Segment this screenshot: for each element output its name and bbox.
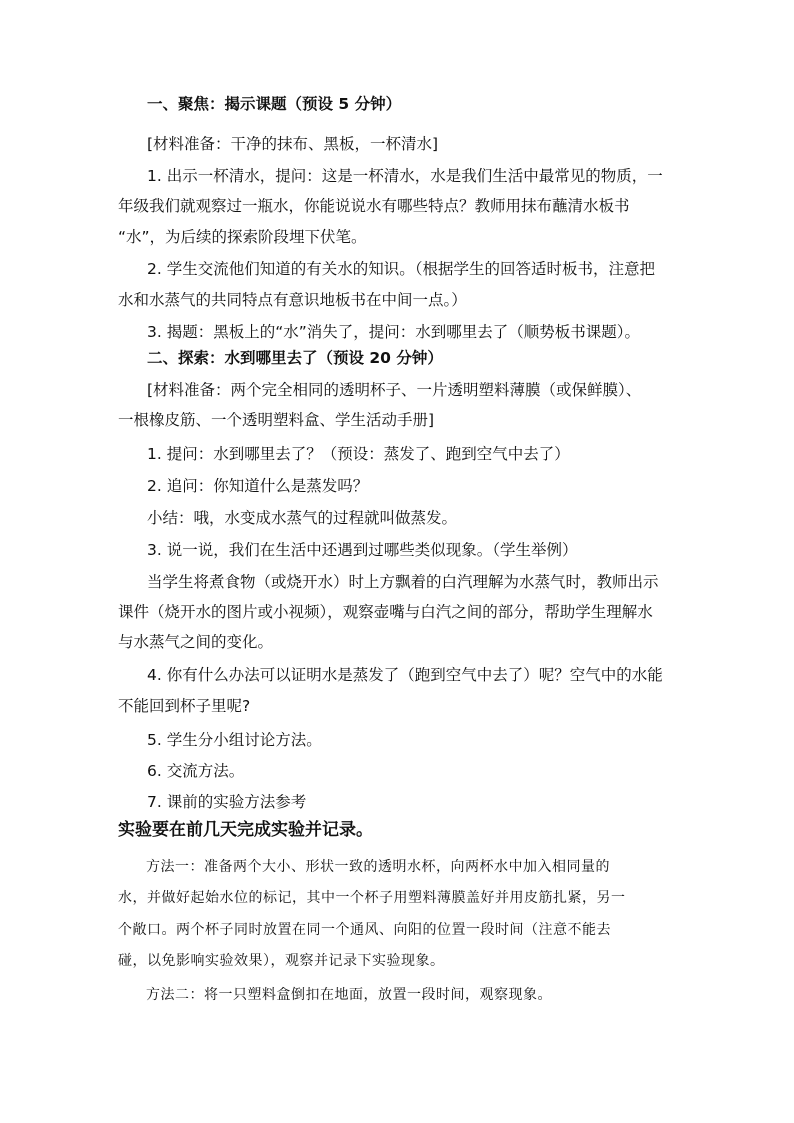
section1-heading: 一、聚焦：揭示课题（预设 5 分钟） <box>147 95 402 113</box>
section1-materials: [材料准备：干净的抹布、黑板，一杯清水] <box>147 135 439 153</box>
method1-line3: 个敞口。两个杯子同时放置在同一个通风、向阳的位置一段时间（注意不能去 <box>118 922 611 938</box>
section2-para-line1: 当学生将煮食物（或烧开水）时上方飘着的白汽理解为水蒸气时，教师出示 <box>147 573 659 591</box>
section2-materials-line1: [材料准备：两个完全相同的透明杯子、一片透明塑料薄膜（或保鲜膜）、 <box>147 381 642 399</box>
section2-materials-line2: 一根橡皮筋、一个透明塑料盒、学生活动手册] <box>118 411 435 429</box>
section2-q6: 6. 交流方法。 <box>147 762 245 780</box>
section1-step1-line2: 年级我们就观察过一瓶水，你能说说水有哪些特点？教师用抹布蘸清水板书 <box>118 197 630 215</box>
section2-q2: 2. 追问：你知道什么是蒸发吗？ <box>147 477 369 495</box>
section1-step2-line1: 2. 学生交流他们知道的有关水的知识。（根据学生的回答适时板书，注意把 <box>147 260 655 278</box>
section2-q3: 3. 说一说，我们在生活中还遇到过哪些类似现象。（学生举例） <box>147 541 578 559</box>
section2-summary: 小结：哦，水变成水蒸气的过程就叫做蒸发。 <box>147 509 458 527</box>
section2-q5: 5. 学生分小组讨论方法。 <box>147 731 322 749</box>
section2-q4-line1: 4. 你有什么办法可以证明水是蒸发了（跑到空气中去了）呢？空气中的水能 <box>147 666 663 684</box>
method2: 方法二：将一只塑料盒倒扣在地面，放置一段时间，观察现象。 <box>146 987 552 1003</box>
method1-line2: 水，并做好起始水位的标记，其中一个杯子用塑料薄膜盖好并用皮筋扎紧，另一 <box>118 890 626 906</box>
section1-step2-line2: 水和水蒸气的共同特点有意识地板书在中间一点。） <box>118 291 467 309</box>
section2-para-line2: 课件（烧开水的图片或小视频），观察壶嘴与白汽之间的部分，帮助学生理解水 <box>118 603 653 621</box>
section2-q4-line2: 不能回到杯子里呢? <box>118 697 251 715</box>
method1-line4: 碰，以免影响实验效果），观察并记录下实验现象。 <box>118 953 445 969</box>
section2-heading: 二、探索：水到哪里去了（预设 20 分钟） <box>147 349 443 367</box>
section1-step1-line3: “水”，为后续的探索阶段埋下伏笔。 <box>118 228 367 246</box>
experiment-heading: 实验要在前几天完成实验并记录。 <box>118 820 373 840</box>
method1-line1: 方法一：准备两个大小、形状一致的透明水杯，向两杯水中加入相同量的 <box>146 859 610 875</box>
section1-step1-line1: 1. 出示一杯清水，提问：这是一杯清水，水是我们生活中最常见的物质，一 <box>147 167 663 185</box>
section2-q1: 1. 提问：水到哪里去了？（预设：蒸发了、跑到空气中去了） <box>147 445 570 463</box>
section2-para-line3: 与水蒸气之间的变化。 <box>118 633 274 651</box>
section2-q7: 7. 课前的实验方法参考 <box>147 793 307 811</box>
section1-step3: 3. 揭题：黑板上的“水”消失了，提问：水到哪里去了（顺势板书课题）。 <box>147 323 641 341</box>
